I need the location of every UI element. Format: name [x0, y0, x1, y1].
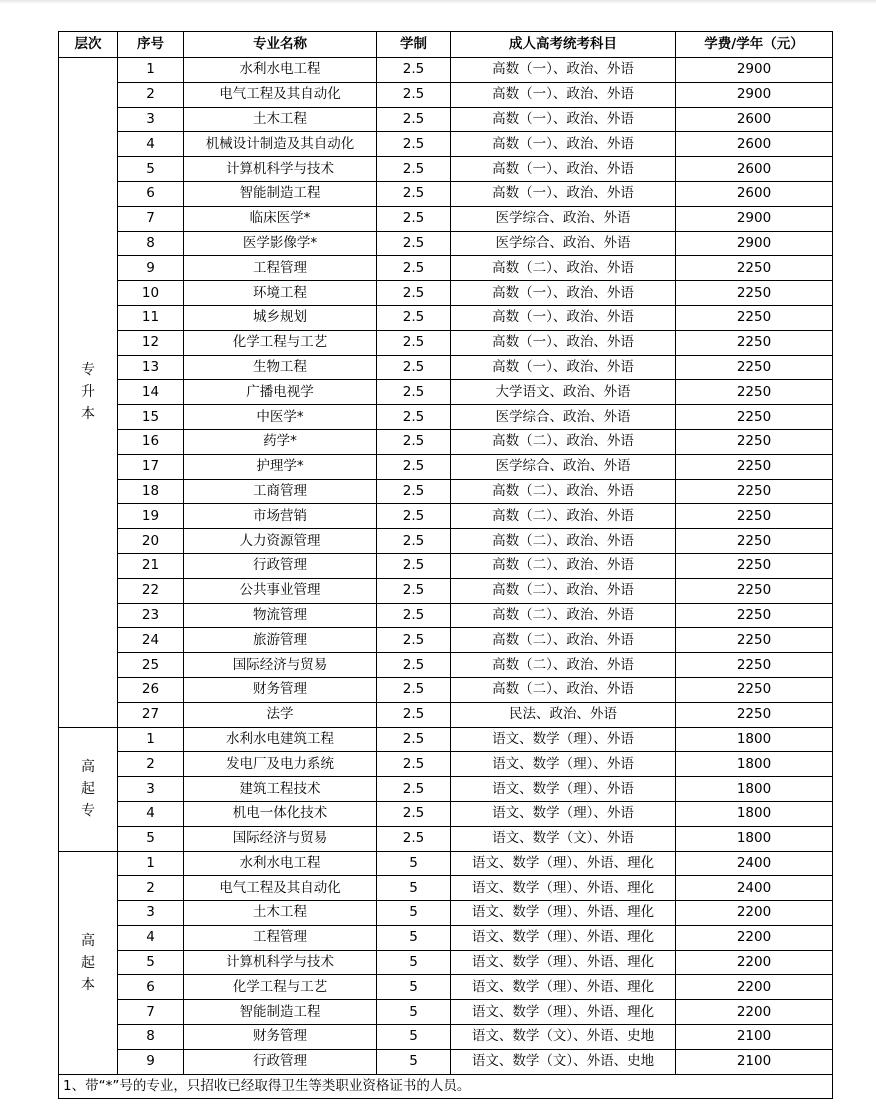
major-name-cell: 国际经济与贸易: [184, 826, 377, 851]
major-name-cell: 人力资源管理: [184, 529, 377, 554]
major-name-cell: 发电厂及电力系统: [184, 752, 377, 777]
index-cell: 12: [118, 330, 184, 355]
level-char: 起: [81, 781, 95, 797]
duration-cell: 2.5: [377, 752, 451, 777]
exam-subjects-cell: 高数（二）、政治、外语: [451, 653, 676, 678]
exam-subjects-cell: 语文、数学（理）、外语: [451, 727, 676, 752]
duration-cell: 2.5: [377, 330, 451, 355]
tuition-cell: 2200: [676, 901, 833, 926]
major-name-cell: 医学影像学*: [184, 231, 377, 256]
exam-subjects-cell: 医学综合、政治、外语: [451, 206, 676, 231]
exam-subjects-cell: 高数（二）、政治、外语: [451, 256, 676, 281]
level-cell: [59, 58, 118, 728]
index-cell: 22: [118, 578, 184, 603]
tuition-cell: 2250: [676, 405, 833, 430]
duration-cell: 2.5: [377, 231, 451, 256]
duration-cell: 5: [377, 1000, 451, 1025]
table-row: [59, 305, 833, 330]
exam-subjects-cell: 高数（一）、政治、外语: [451, 107, 676, 132]
table-row: [59, 653, 833, 678]
duration-cell: 2.5: [377, 702, 451, 727]
duration-cell: 2.5: [377, 479, 451, 504]
index-cell: 5: [118, 950, 184, 975]
index-cell: 8: [118, 1025, 184, 1050]
tuition-cell: 2600: [676, 132, 833, 157]
major-name-cell: 药学*: [184, 429, 377, 454]
exam-subjects-cell: 高数（二）、政治、外语: [451, 553, 676, 578]
table-row: [59, 380, 833, 405]
tuition-cell: 2200: [676, 975, 833, 1000]
level-cell: [59, 727, 118, 851]
duration-cell: 2.5: [377, 305, 451, 330]
duration-cell: 2.5: [377, 405, 451, 430]
level-char: 专: [81, 362, 95, 379]
duration-cell: 2.5: [377, 157, 451, 182]
level-cell: [59, 851, 118, 1074]
major-name-cell: 公共事业管理: [184, 578, 377, 603]
index-cell: 5: [118, 826, 184, 851]
exam-subjects-cell: 高数（二）、政治、外语: [451, 578, 676, 603]
index-cell: 3: [118, 901, 184, 926]
table-row: [59, 925, 833, 950]
exam-subjects-cell: 高数（一）、政治、外语: [451, 58, 676, 83]
exam-subjects-cell: 民法、政治、外语: [451, 702, 676, 727]
index-cell: 7: [118, 1000, 184, 1025]
index-cell: 24: [118, 628, 184, 653]
exam-subjects-cell: 语文、数学（文）、外语、史地: [451, 1025, 676, 1050]
index-cell: 4: [118, 132, 184, 157]
tuition-cell: 2200: [676, 950, 833, 975]
major-name-cell: 机械设计制造及其自动化: [184, 132, 377, 157]
tuition-cell: 2900: [676, 231, 833, 256]
table-row: [59, 752, 833, 777]
duration-cell: 2.5: [377, 132, 451, 157]
table-header-row: [59, 32, 833, 58]
major-name-cell: 水利水电工程: [184, 58, 377, 83]
index-cell: 6: [118, 181, 184, 206]
exam-subjects-cell: 语文、数学（理）、外语、理化: [451, 925, 676, 950]
tuition-cell: 2250: [676, 702, 833, 727]
major-name-cell: 行政管理: [184, 553, 377, 578]
index-cell: 18: [118, 479, 184, 504]
tuition-cell: 2250: [676, 330, 833, 355]
major-name-cell: 智能制造工程: [184, 1000, 377, 1025]
tuition-cell: 2250: [676, 603, 833, 628]
exam-subjects-cell: 语文、数学（理）、外语、理化: [451, 851, 676, 876]
exam-subjects-cell: 高数（一）、政治、外语: [451, 281, 676, 306]
table-row: [59, 132, 833, 157]
exam-subjects-cell: 语文、数学（理）、外语: [451, 801, 676, 826]
major-name-cell: 城乡规划: [184, 305, 377, 330]
index-cell: 2: [118, 876, 184, 901]
index-cell: 2: [118, 82, 184, 107]
exam-subjects-cell: 语文、数学（理）、外语、理化: [451, 876, 676, 901]
tuition-cell: 2250: [676, 677, 833, 702]
duration-cell: 2.5: [377, 677, 451, 702]
major-name-cell: 旅游管理: [184, 628, 377, 653]
tuition-cell: 2250: [676, 305, 833, 330]
duration-cell: 2.5: [377, 82, 451, 107]
tuition-cell: 2900: [676, 58, 833, 83]
duration-cell: 2.5: [377, 801, 451, 826]
exam-subjects-cell: 语文、数学（理）、外语、理化: [451, 901, 676, 926]
duration-cell: 2.5: [377, 553, 451, 578]
index-cell: 16: [118, 429, 184, 454]
table-row: [59, 529, 833, 554]
index-cell: 26: [118, 677, 184, 702]
table-row: [59, 58, 833, 83]
index-cell: 19: [118, 504, 184, 529]
level-char: 高: [81, 932, 95, 949]
tuition-cell: 2250: [676, 553, 833, 578]
major-name-cell: 工商管理: [184, 479, 377, 504]
tuition-cell: 2250: [676, 380, 833, 405]
table-row: [59, 975, 833, 1000]
table-row: [59, 206, 833, 231]
index-cell: 14: [118, 380, 184, 405]
index-cell: 7: [118, 206, 184, 231]
index-cell: 2: [118, 752, 184, 777]
duration-cell: 2.5: [377, 628, 451, 653]
tuition-cell: 2600: [676, 107, 833, 132]
table-row: [59, 256, 833, 281]
major-name-cell: 化学工程与工艺: [184, 975, 377, 1000]
table-row: [59, 777, 833, 802]
table-row: [59, 876, 833, 901]
major-name-cell: 生物工程: [184, 355, 377, 380]
duration-cell: 2.5: [377, 826, 451, 851]
table-row: [59, 181, 833, 206]
table-row: [59, 702, 833, 727]
exam-subjects-cell: 高数（一）、政治、外语: [451, 157, 676, 182]
duration-cell: 2.5: [377, 281, 451, 306]
duration-cell: 2.5: [377, 380, 451, 405]
major-name-cell: 物流管理: [184, 603, 377, 628]
major-name-cell: 电气工程及其自动化: [184, 876, 377, 901]
exam-subjects-cell: 语文、数学（文）、外语、史地: [451, 1049, 676, 1074]
major-name-cell: 法学: [184, 702, 377, 727]
index-cell: 9: [118, 256, 184, 281]
table-row: [59, 355, 833, 380]
table-row: [59, 851, 833, 876]
exam-subjects-cell: 高数（二）、政治、外语: [451, 429, 676, 454]
duration-cell: 2.5: [377, 529, 451, 554]
major-name-cell: 电气工程及其自动化: [184, 82, 377, 107]
tuition-cell: 2250: [676, 529, 833, 554]
exam-subjects-cell: 高数（一）、政治、外语: [451, 181, 676, 206]
level-char: 专: [81, 803, 95, 819]
exam-subjects-cell: 高数（一）、政治、外语: [451, 132, 676, 157]
table-body: [59, 58, 833, 1099]
index-cell: 6: [118, 975, 184, 1000]
index-cell: 1: [118, 851, 184, 876]
major-name-cell: 市场营销: [184, 504, 377, 529]
duration-cell: 2.5: [377, 727, 451, 752]
index-cell: 27: [118, 702, 184, 727]
index-cell: 10: [118, 281, 184, 306]
duration-cell: 5: [377, 851, 451, 876]
exam-subjects-cell: 医学综合、政治、外语: [451, 405, 676, 430]
index-cell: 4: [118, 801, 184, 826]
major-name-cell: 土木工程: [184, 901, 377, 926]
duration-cell: 2.5: [377, 107, 451, 132]
major-name-cell: 财务管理: [184, 1025, 377, 1050]
exam-subjects-cell: 语文、数学（理）、外语: [451, 752, 676, 777]
table-row: [59, 281, 833, 306]
header-level: 层次: [59, 32, 118, 58]
index-cell: 5: [118, 157, 184, 182]
header-index: 序号: [118, 32, 184, 58]
major-name-cell: 工程管理: [184, 256, 377, 281]
note-row: [59, 1074, 833, 1099]
table-row: [59, 479, 833, 504]
tuition-cell: 1800: [676, 777, 833, 802]
index-cell: 3: [118, 107, 184, 132]
table-row: [59, 901, 833, 926]
duration-cell: 2.5: [377, 429, 451, 454]
header-major-name: 专业名称: [184, 32, 377, 58]
exam-subjects-cell: 高数（二）、政治、外语: [451, 628, 676, 653]
exam-subjects-cell: 高数（一）、政治、外语: [451, 355, 676, 380]
index-cell: 21: [118, 553, 184, 578]
index-cell: 23: [118, 603, 184, 628]
header-tuition: 学费/学年（元）: [676, 32, 833, 58]
top-edge-shadow: [0, 0, 876, 4]
duration-cell: 5: [377, 950, 451, 975]
tuition-cell: 2600: [676, 157, 833, 182]
tuition-cell: 2250: [676, 653, 833, 678]
table-row: [59, 82, 833, 107]
table-row: [59, 727, 833, 752]
tuition-cell: 2400: [676, 876, 833, 901]
table-row: [59, 330, 833, 355]
table-row: [59, 429, 833, 454]
duration-cell: 2.5: [377, 206, 451, 231]
index-cell: 25: [118, 653, 184, 678]
exam-subjects-cell: 高数（二）、政治、外语: [451, 529, 676, 554]
major-name-cell: 建筑工程技术: [184, 777, 377, 802]
major-name-cell: 行政管理: [184, 1049, 377, 1074]
exam-subjects-cell: 语文、数学（理）、外语: [451, 777, 676, 802]
index-cell: 9: [118, 1049, 184, 1074]
duration-cell: 2.5: [377, 504, 451, 529]
index-cell: 4: [118, 925, 184, 950]
level-char: 本: [81, 406, 95, 423]
exam-subjects-cell: 语文、数学（理）、外语、理化: [451, 1000, 676, 1025]
exam-subjects-cell: 高数（一）、政治、外语: [451, 305, 676, 330]
index-cell: 13: [118, 355, 184, 380]
major-name-cell: 国际经济与贸易: [184, 653, 377, 678]
level-char: 升: [81, 384, 95, 401]
major-name-cell: 智能制造工程: [184, 181, 377, 206]
table-row: [59, 628, 833, 653]
index-cell: 20: [118, 529, 184, 554]
table-row: [59, 553, 833, 578]
tuition-cell: 2200: [676, 925, 833, 950]
major-name-cell: 计算机科学与技术: [184, 950, 377, 975]
table-row: [59, 157, 833, 182]
tuition-cell: 2250: [676, 355, 833, 380]
tuition-cell: 1800: [676, 801, 833, 826]
major-name-cell: 水利水电工程: [184, 851, 377, 876]
duration-cell: 2.5: [377, 653, 451, 678]
table-row: [59, 1000, 833, 1025]
duration-cell: 5: [377, 901, 451, 926]
major-name-cell: 工程管理: [184, 925, 377, 950]
index-cell: 17: [118, 454, 184, 479]
index-cell: 11: [118, 305, 184, 330]
index-cell: 8: [118, 231, 184, 256]
duration-cell: 5: [377, 1049, 451, 1074]
duration-cell: 5: [377, 876, 451, 901]
exam-subjects-cell: 高数（二）、政治、外语: [451, 504, 676, 529]
major-name-cell: 护理学*: [184, 454, 377, 479]
tuition-cell: 2250: [676, 628, 833, 653]
major-name-cell: 土木工程: [184, 107, 377, 132]
table-row: [59, 677, 833, 702]
duration-cell: 2.5: [377, 256, 451, 281]
major-name-cell: 中医学*: [184, 405, 377, 430]
index-cell: 1: [118, 58, 184, 83]
tuition-cell: 2250: [676, 429, 833, 454]
tuition-cell: 2250: [676, 256, 833, 281]
table-row: [59, 826, 833, 851]
table-row: [59, 1025, 833, 1050]
duration-cell: 2.5: [377, 603, 451, 628]
table-row: [59, 801, 833, 826]
duration-cell: 2.5: [377, 181, 451, 206]
tuition-cell: 1800: [676, 752, 833, 777]
exam-subjects-cell: 语文、数学（理）、外语、理化: [451, 975, 676, 1000]
header-duration: 学制: [377, 32, 451, 58]
table-row: [59, 231, 833, 256]
major-name-cell: 计算机科学与技术: [184, 157, 377, 182]
exam-subjects-cell: 大学语文、政治、外语: [451, 380, 676, 405]
tuition-cell: 2100: [676, 1025, 833, 1050]
major-name-cell: 机电一体化技术: [184, 801, 377, 826]
level-char: 本: [81, 976, 95, 993]
duration-cell: 5: [377, 1025, 451, 1050]
tuition-cell: 1800: [676, 826, 833, 851]
index-cell: 1: [118, 727, 184, 752]
tuition-cell: 2600: [676, 181, 833, 206]
exam-subjects-cell: 语文、数学（理）、外语、理化: [451, 950, 676, 975]
exam-subjects-cell: 高数（二）、政治、外语: [451, 479, 676, 504]
tuition-cell: 2250: [676, 281, 833, 306]
major-name-cell: 化学工程与工艺: [184, 330, 377, 355]
tuition-cell: 2250: [676, 454, 833, 479]
duration-cell: 5: [377, 925, 451, 950]
tuition-cell: 2100: [676, 1049, 833, 1074]
table-row: [59, 1049, 833, 1074]
table-row: [59, 107, 833, 132]
header-exam-subjects: 成人高考统考科目: [451, 32, 676, 58]
exam-subjects-cell: 医学综合、政治、外语: [451, 454, 676, 479]
exam-subjects-cell: 语文、数学（文）、外语: [451, 826, 676, 851]
index-cell: 3: [118, 777, 184, 802]
majors-table: [58, 31, 833, 1099]
tuition-cell: 1800: [676, 727, 833, 752]
duration-cell: 2.5: [377, 578, 451, 603]
exam-subjects-cell: 医学综合、政治、外语: [451, 231, 676, 256]
table-row: [59, 578, 833, 603]
tuition-cell: 2250: [676, 479, 833, 504]
exam-subjects-cell: 高数（二）、政治、外语: [451, 677, 676, 702]
level-char: 高: [81, 759, 95, 775]
exam-subjects-cell: 高数（一）、政治、外语: [451, 330, 676, 355]
major-name-cell: 环境工程: [184, 281, 377, 306]
table-row: [59, 405, 833, 430]
note-text: 1、带“*”号的专业，只招收已经取得卫生等类职业资格证书的人员。: [59, 1074, 833, 1099]
duration-cell: 2.5: [377, 777, 451, 802]
major-name-cell: 水利水电建筑工程: [184, 727, 377, 752]
level-char: 起: [81, 954, 95, 971]
tuition-cell: 2250: [676, 504, 833, 529]
tuition-cell: 2200: [676, 1000, 833, 1025]
duration-cell: 2.5: [377, 454, 451, 479]
exam-subjects-cell: 高数（一）、政治、外语: [451, 82, 676, 107]
exam-subjects-cell: 高数（二）、政治、外语: [451, 603, 676, 628]
table-row: [59, 454, 833, 479]
major-name-cell: 财务管理: [184, 677, 377, 702]
tuition-cell: 2250: [676, 578, 833, 603]
duration-cell: 5: [377, 975, 451, 1000]
major-name-cell: 广播电视学: [184, 380, 377, 405]
duration-cell: 2.5: [377, 58, 451, 83]
table-row: [59, 950, 833, 975]
duration-cell: 2.5: [377, 355, 451, 380]
tuition-cell: 2900: [676, 206, 833, 231]
table-row: [59, 504, 833, 529]
tuition-cell: 2900: [676, 82, 833, 107]
tuition-cell: 2400: [676, 851, 833, 876]
index-cell: 15: [118, 405, 184, 430]
table-row: [59, 603, 833, 628]
major-name-cell: 临床医学*: [184, 206, 377, 231]
